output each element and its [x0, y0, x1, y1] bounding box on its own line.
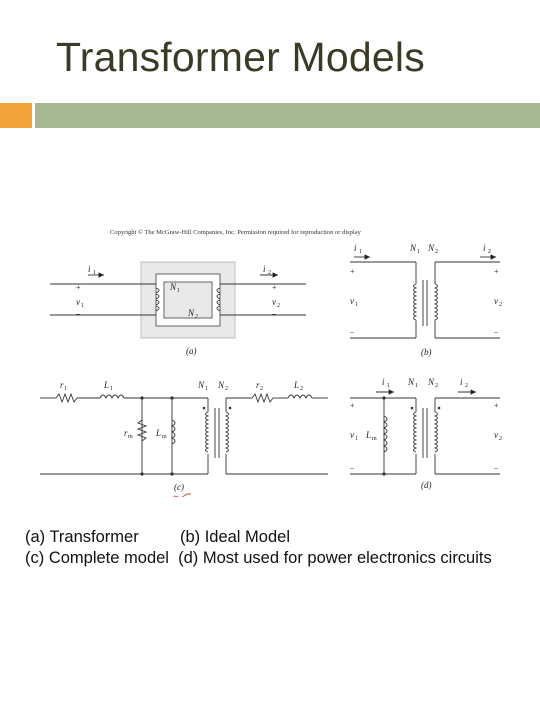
caption-line-1: (a) Transformer (b) Ideal Model [25, 528, 290, 546]
label-c-r2: r [256, 380, 260, 390]
label-a-N1-sub: 1 [177, 288, 180, 294]
label-d-v2-sub: 2 [499, 436, 502, 442]
label-d-Lm-sub: m [372, 436, 377, 442]
label-a-i1: i [88, 264, 91, 274]
label-c-N2-sub: 2 [225, 386, 228, 392]
label-d-v2: v [494, 430, 498, 440]
label-d-N2: N [428, 377, 435, 387]
label-b-i2-sub: 2 [488, 249, 491, 255]
label-b-plus2: + [494, 267, 499, 276]
label-c-r1-sub: 1 [64, 386, 67, 392]
label-c-rm: r [124, 428, 128, 438]
dot-c-secondary [229, 407, 232, 410]
label-d-minus1: – [350, 463, 354, 472]
label-b-minus2: – [494, 327, 498, 336]
label-a-plus2: + [272, 283, 277, 292]
label-b-caption: (b) [421, 347, 432, 357]
label-b-minus1: – [350, 327, 354, 336]
label-c-L2-sub: 2 [300, 386, 303, 392]
label-d-minus2: – [494, 463, 498, 472]
label-d-N2-sub: 2 [435, 383, 438, 389]
diagram-b-ideal-model [350, 257, 500, 338]
node-c-2 [170, 396, 173, 399]
label-d-caption: (d) [421, 480, 432, 490]
label-a-caption: (a) [186, 346, 197, 356]
accent-bar-orange [0, 103, 32, 128]
red-scribble-mark [171, 494, 191, 497]
label-c-L1: L [104, 380, 110, 390]
label-d-N1: N [408, 377, 415, 387]
label-d-v1: v [350, 430, 354, 440]
node-c-4 [170, 472, 173, 475]
node-c-1 [140, 396, 143, 399]
copyright-notice: Copyright © The McGraw-Hill Companies, Inc. Permission required for reproduction or display [110, 229, 361, 236]
label-a-i2: i [263, 264, 266, 274]
diagram-d-power-electronics-model [350, 392, 500, 474]
label-a-i2-sub: 2 [268, 270, 271, 276]
label-b-v1: v [350, 296, 354, 306]
label-a-N2-sub: 2 [195, 314, 198, 320]
node-d-2 [382, 472, 385, 475]
label-b-N1: N [410, 243, 417, 253]
label-a-v1: v [76, 297, 80, 307]
label-c-r1: r [60, 380, 64, 390]
label-d-N1-sub: 1 [415, 383, 418, 389]
label-a-minus1: – [76, 309, 80, 318]
label-b-v2: v [494, 296, 498, 306]
dot-d-primary [411, 407, 414, 410]
label-c-N1: N [198, 380, 205, 390]
caption-line-2: (c) Complete model (d) Most used for power electronics circuits [25, 549, 492, 567]
label-b-N2: N [428, 243, 435, 253]
label-c-r2-sub: 2 [260, 386, 263, 392]
label-a-plus1: + [76, 283, 81, 292]
label-c-caption: (c) [174, 482, 184, 492]
diagram-c-complete-model [40, 394, 328, 474]
label-c-N2: N [218, 380, 225, 390]
node-c-3 [140, 472, 143, 475]
label-c-Lm: L [156, 428, 162, 438]
label-d-i2: i [460, 377, 463, 387]
label-d-i1-sub: 1 [387, 383, 390, 389]
label-c-N1-sub: 1 [205, 386, 208, 392]
label-b-N1-sub: 1 [417, 249, 420, 255]
label-d-i2-sub: 2 [465, 383, 468, 389]
label-a-N1: N [170, 282, 177, 292]
label-a-i1-sub: 1 [93, 270, 96, 276]
label-b-i2: i [483, 243, 486, 253]
label-b-v1-sub: 1 [355, 302, 358, 308]
label-a-minus2: – [272, 309, 276, 318]
accent-bar-green [35, 103, 540, 128]
label-b-i1: i [354, 243, 357, 253]
slide-title: Transformer Models [56, 34, 425, 80]
node-d-1 [382, 396, 385, 399]
label-d-plus1: + [350, 401, 355, 410]
transformer-models-figure [38, 222, 508, 497]
label-a-v2-sub: 2 [277, 303, 280, 309]
label-c-rm-sub: m [128, 434, 133, 440]
label-d-plus2: + [494, 401, 499, 410]
label-a-v1-sub: 1 [81, 303, 84, 309]
label-d-i1: i [382, 377, 385, 387]
label-c-L2: L [294, 380, 300, 390]
dot-c-primary [203, 407, 206, 410]
label-b-i1-sub: 1 [359, 249, 362, 255]
label-d-Lm: L [366, 430, 372, 440]
label-b-plus1: + [350, 267, 355, 276]
label-b-N2-sub: 2 [435, 249, 438, 255]
label-c-L1-sub: 1 [110, 386, 113, 392]
label-a-N2: N [188, 308, 195, 318]
label-c-Lm-sub: m [162, 434, 167, 440]
label-d-v1-sub: 1 [355, 436, 358, 442]
label-a-v2: v [272, 297, 276, 307]
label-b-v2-sub: 2 [499, 302, 502, 308]
dot-d-secondary [438, 407, 441, 410]
